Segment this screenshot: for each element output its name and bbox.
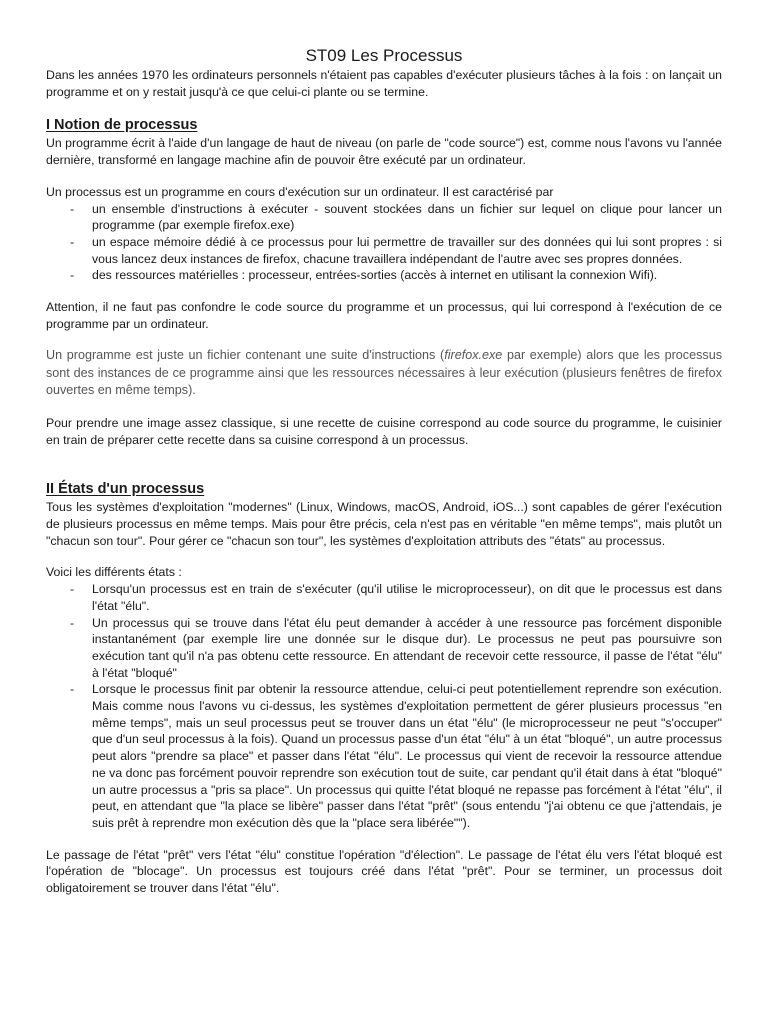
paragraph-recette: Pour prendre une image assez classique, si une recette de cuisine correspond au code source du programme, le cuisinier en train de préparer cette recette dans sa cuisine correspond à un processus. xyxy=(46,415,722,447)
list-item: - Un processus qui se trouve dans l'état élu peut demander à accéder à une ressource pas forcément disponible instantanément (par exemple lire une donnée sur le disque dur). Le processus ne peut pas poursuivre son exécution tant qu'il n'a pas obtenu cette ressource. En attendant de recevoir cette ressource, il passe de l'état "élu" à l'état "bloqué" xyxy=(46,615,722,682)
paragraph-code-source: Un programme écrit à l'aide d'un langage de haut de niveau (on parle de "code source") est, comme nous l'avons vu l'année dernière, transformé en langage machine afin de pouvoir être exécuté par un ordinateur. xyxy=(46,136,722,168)
text-run: par exemple) alors que les processus sont des instances de ce programme ainsi que les ressources nécessaires à leur exécution (plusieurs fenêtres de firefox ouvertes en même temps). xyxy=(46,348,722,398)
paragraph-systemes: Tous les systèmes d'exploitation "modernes" (Linux, Windows, macOS, Android, iOS...) sont capables de gérer l'exécution de plusieurs processus en même temps. Mais pour être précis, cela n'est pas en véritable "en même temps", mais plutôt un "chacun son tour". Pour gérer ce "chacun son tour", les systèmes d'exploitation attributs des "états" au processus. xyxy=(46,500,722,548)
paragraph-attention: Attention, il ne faut pas confondre le code source du programme et un processus, qui lui correspond à l'exécution de ce programme par un ordinateur. xyxy=(46,300,722,331)
characteristics-list xyxy=(46,201,722,285)
paragraph-programme-instances xyxy=(46,347,722,400)
list-item: - Lorsqu'un processus est en train de s'exécuter (qu'il utilise le microprocesseur), on dit que le processus est dans l'état "élu". xyxy=(46,581,722,614)
list-item: - un espace mémoire dédié à ce processus pour lui permettre de travailler sur des données qui lui sont propres : si vous lancez deux instances de firefox, chacune travaillera indépendant de l'autre avec ses propres données. xyxy=(46,234,722,267)
page-title: ST09 Les Processus xyxy=(305,46,463,65)
paragraph-processus-definition: Un processus est un programme en cours d'exécution sur un ordinateur. Il est caractérisé par xyxy=(46,184,554,199)
list-item: - Lorsque le processus finit par obtenir la ressource attendue, celui-ci peut potentiellement reprendre son exécution. Mais comme nous l'avons vu ci-dessus, les systèmes d'exploitation permettent de gérer plusieurs processus "en même temps", mais un seul processus peut se trouver dans un état "élu" (le microprocesseur ne peut "s'occuper" que d'un seul processus à la fois). Quand un processus passe d'un état "élu" à un état "bloqué", un autre processus peut alors "prendre sa place" et passer dans l'état "élu". Le processus qui vient de recevoir la ressource attendue ne va donc pas forcément pouvoir reprendre son exécution tout de suite, car pendant qu'il était dans à état "bloqué" un autre processus a "pris sa place". Un processus qui quitte l'état bloqué ne repasse pas forcément à l'état "élu", il peut, en attendant que "la place se libère" passer dans l'état "prêt" (sous entendu "j'ai obtenu ce que j'attendais, je suis prêt à reprendre mon exécution dès que la "place sera libérée""). xyxy=(46,681,722,831)
states-list xyxy=(46,581,722,832)
list-item: - un ensemble d'instructions à exécuter - souvent stockées dans un fichier sur lequel on clique pour lancer un programme (par exemple firefox.exe) xyxy=(46,201,722,234)
list-item: - des ressources matérielles : processeur, entrées-sorties (accès à internet en utilisant la connexion Wifi). xyxy=(46,267,722,284)
section-heading-etats: II États d'un processus xyxy=(46,481,205,498)
text-run: Un programme est juste un fichier contenant une suite d'instructions ( xyxy=(46,348,445,363)
paragraph-passage: Le passage de l'état "prêt" vers l'état "élu" constitue l'opération "d'élection". Le passage de l'état élu vers l'état bloqué est l'opération de "blocage". Un processus est toujours créé dans l'état "prêt". Pour se terminer, un processus doit obligatoirement se trouver dans l'état "élu". xyxy=(46,847,722,896)
italic-filename: firefox.exe xyxy=(444,348,503,363)
paragraph-etats-intro: Voici les différents états : xyxy=(46,565,182,580)
section-heading-notion: I Notion de processus xyxy=(46,117,198,134)
intro-paragraph: Dans les années 1970 les ordinateurs personnels n'étaient pas capables d'exécuter plusieurs tâches à la fois : on lançait un programme et on y restait jusqu'à ce que celui-ci plante ou se termine. xyxy=(46,68,722,99)
